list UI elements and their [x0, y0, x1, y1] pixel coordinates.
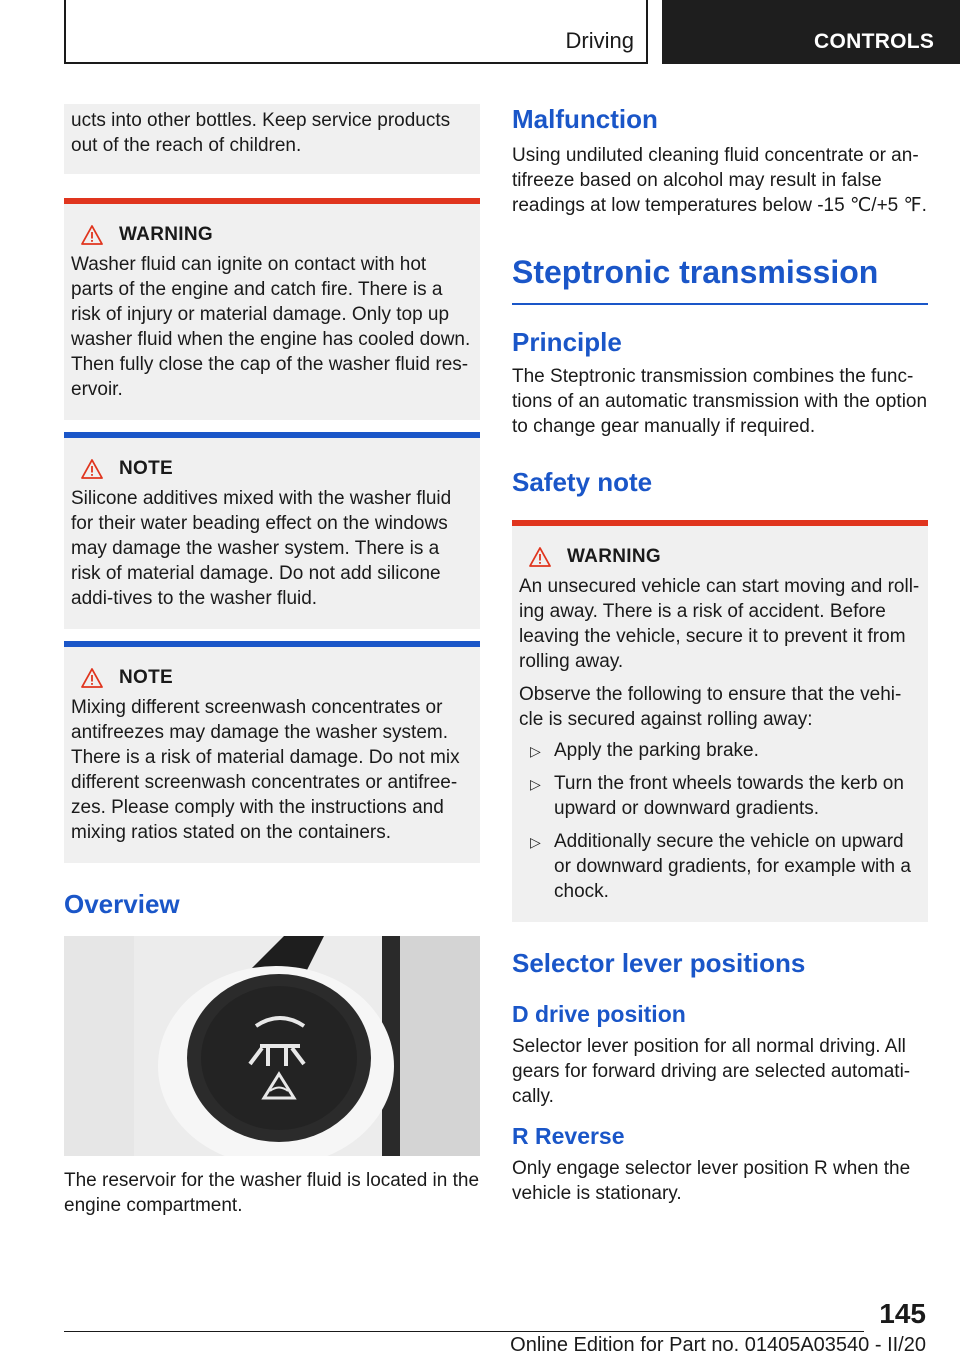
warning-label: WARNING	[567, 546, 661, 567]
list-item: ▷ Apply the parking brake.	[519, 738, 921, 763]
principle-heading: Principle	[512, 327, 622, 357]
edition-footer: Online Edition for Part no. 01405A03540 - II/20	[510, 1334, 926, 1356]
triangle-bullet-icon: ▷	[530, 743, 541, 759]
continuation-box	[64, 104, 480, 174]
note-label: NOTE	[119, 667, 173, 688]
malfunction-text: Using undiluted cleaning fluid concentrate or an‐tifreeze based on alcohol may result in false readings at low temperatures below -15 ℃/+5 ℉.	[512, 145, 927, 216]
header-section-label: Driving	[565, 28, 634, 53]
note-label: NOTE	[119, 458, 173, 479]
left-column	[64, 104, 480, 1218]
warning-triangle-icon	[81, 668, 103, 688]
warning-triangle-icon	[81, 225, 103, 245]
header-chapter-tab: CONTROLS	[662, 0, 960, 64]
washer-fluid-reservoir-photo	[64, 936, 480, 1156]
warning-triangle-icon	[529, 547, 551, 567]
r-reverse-text: Only engage selector lever position R when the vehicle is stationary.	[512, 1158, 911, 1204]
triangle-bullet-icon: ▷	[530, 776, 541, 792]
d-drive-text: Selector lever position for all normal driving. All gears for forward driving are selected automati‐cally.	[512, 1036, 911, 1107]
list-item: ▷ Additionally secure the vehicle on upward or downward gradients, for example with a chock.	[530, 831, 911, 902]
warning-text: An unsecured vehicle can start moving and roll‐ing away. There is a risk of accident. Before leaving the vehicle, secure it to prevent it from rolling away.	[519, 576, 920, 672]
triangle-bullet-icon: ▷	[530, 834, 541, 850]
page-number: 145	[879, 1298, 926, 1329]
malfunction-heading: Malfunction	[512, 104, 658, 134]
principle-text: The Steptronic transmission combines the func‐tions of an automatic transmission with the option to change gear manually if required.	[512, 366, 928, 437]
warning-text-secondary: Observe the following to ensure that the vehi‐cle is secured against rolling away:	[519, 684, 902, 730]
overview-caption: The reservoir for the washer fluid is located in the engine compartment.	[64, 1170, 480, 1216]
overview-heading: Overview	[64, 889, 180, 919]
r-reverse-heading: R Reverse	[512, 1123, 625, 1149]
note-box-screenwash	[64, 641, 480, 863]
warning-label: WARNING	[119, 224, 213, 245]
warning-text: Washer fluid can ignite on contact with hot parts of the engine and catch fire. There is a risk of injury or material damage. Only top up washer fluid when the engine has cooled down. Then fully close the cap of the washer fluid res‐ervoir.	[71, 254, 471, 400]
selector-heading: Selector lever positions	[512, 948, 806, 978]
list-item: ▷ Turn the front wheels towards the kerb on upward or downward gradients.	[530, 773, 904, 819]
warning-box-rolling	[512, 520, 928, 922]
d-drive-heading: D drive position	[512, 1001, 686, 1027]
note-text: Mixing different screenwash concentrates or antifreezes may damage the washer system. There is a risk of material damage. Do not mix different screenwash concentrates or antifree‐zes. Please comply with the instructions and mixing ratios stated on the containers.	[71, 697, 460, 843]
safety-note-heading: Safety note	[512, 467, 653, 497]
warning-triangle-icon	[81, 459, 103, 479]
right-column	[512, 104, 928, 1206]
header-frame	[64, 0, 648, 64]
securing-steps-list	[519, 738, 921, 904]
steptronic-heading: Steptronic transmission	[512, 254, 928, 305]
footer-divider	[64, 1331, 864, 1332]
continuation-text: ucts into other bottles. Keep service products out of the reach of children.	[71, 110, 451, 156]
note-text: Silicone additives mixed with the washer fluid for their water beading effect on the windows may damage the washer system. There is a risk of material damage. Do not add silicone addi‐tives to the washer fluid.	[71, 488, 452, 609]
note-box-silicone	[64, 432, 480, 629]
warning-box-washer-fluid	[64, 198, 480, 420]
